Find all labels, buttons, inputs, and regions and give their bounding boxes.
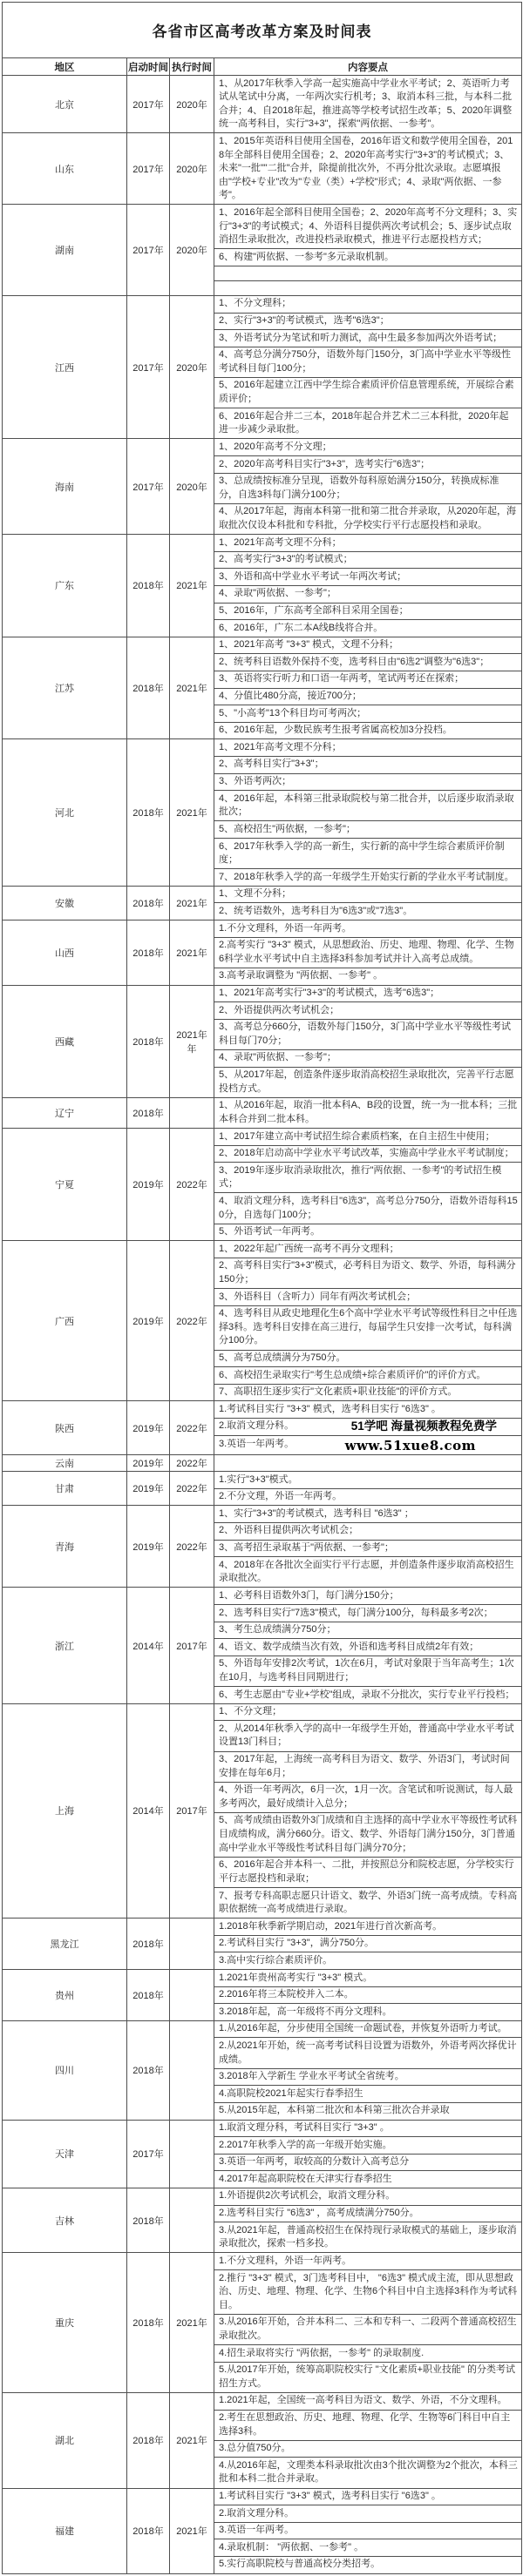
content-point-cell: 1、2022年起广西统一高考不再分文理科； xyxy=(214,1241,522,1258)
start-time-cell: 2018年 xyxy=(127,1970,170,2021)
content-point-cell xyxy=(214,1455,522,1472)
content-point-cell: 5、"小高考"13个科目均可考两次； xyxy=(214,705,522,723)
start-time-cell: 2019年 xyxy=(127,1506,170,1588)
content-point-cell: 1、实行"3+3"的考试模式，选考科目 "6选3" ； xyxy=(214,1506,522,1523)
content-point-cell: 3、外语考两次； xyxy=(214,773,522,791)
content-point-cell: 2.选考科目实行 "6选3" ，高考成绩满分750分。 xyxy=(214,2205,522,2222)
content-point-cell: 5、外语每年安排2次考试，1次在6月，考试对象限于当年高考生；1次在10月，与选考科目同期进行； xyxy=(214,1656,522,1686)
region-cell: 浙江 xyxy=(3,1588,127,1703)
content-point-cell: 2、从2014年秋季入学的高中一年级学生开始，普通高中学业水平考试设置13门科目； xyxy=(214,1721,522,1751)
content-point-cell: 3.英语一年两考。 www.51xue8.com xyxy=(214,1436,522,1455)
region-cell: 西藏 xyxy=(3,985,127,1097)
content-point-cell: 6、2016年起，少数民族考生报考省属高校加3分投档。 xyxy=(214,722,522,739)
content-point-cell: 2.2017年秋季入学的高一年级开始实施。 xyxy=(214,2137,522,2155)
exec-time-cell: 2022年 xyxy=(170,1401,214,1455)
content-point-cell: 4、2018年在各批次全面实行平行志愿，并创造条件逐步取消高校招生录取批次。 xyxy=(214,1557,522,1588)
content-point-cell: 3、英语将实行听力和口语一年两考，笔试两考还在探索； xyxy=(214,671,522,688)
exec-time-cell: 2020年 xyxy=(170,439,214,535)
content-point-cell: 3、2019年逐步取消录取批次，推行"两依据、一参考"的考试招生模式； xyxy=(214,1163,522,1193)
exec-time-cell: 2017年 xyxy=(170,1703,214,1919)
content-point-cell: 6、2016年起合并二三本，2018年起合并艺术二三本科批，2020年起进一步减少录取批。 xyxy=(214,408,522,439)
content-point-cell: 1.2018年秋季新学期启动，2021年进行首次新高考。 xyxy=(214,1919,522,1936)
watermark-line1: 51学吧 海量视频教程免费学 xyxy=(350,1419,497,1433)
content-point-cell: 2.高考实行 "3+3" 模式，从思想政治、历史、地理、物理、化学、生物6科学业水平考试中自主选择3科参加考试并计入高考总成绩。 xyxy=(214,937,522,968)
region-cell: 天津 xyxy=(3,2120,127,2188)
content-point-cell: 1.外语提供2次考试机会，取消文理分科。 xyxy=(214,2188,522,2205)
exec-time-cell: 2022年 xyxy=(170,1241,214,1401)
exec-time-cell: 2020年 xyxy=(170,76,214,133)
exec-time-cell: 2021年 xyxy=(170,2392,214,2488)
region-cell: 湖北 xyxy=(3,2392,127,2488)
content-point-cell: 3、考生总成绩满分750分； xyxy=(214,1622,522,1639)
region-cell: 广东 xyxy=(3,535,127,637)
exec-time-cell: 2021年 xyxy=(170,535,214,637)
start-time-cell: 2019年 xyxy=(127,1129,170,1241)
content-point-cell: 1.考试科目实行 "3+3" 模式，选考科目实行 "6选3" 。 xyxy=(214,2488,522,2505)
exec-time-cell xyxy=(170,2020,214,2120)
table-row xyxy=(3,1472,522,1489)
content-point-cell: 1.不分文理科，外语一年两考。 xyxy=(214,920,522,938)
content-point-cell: 4.招生录取将实行 "两依据，一参考" 的录取制度. xyxy=(214,2345,522,2363)
exec-time-cell: 2021年年 xyxy=(170,985,214,1097)
table-row xyxy=(3,1097,522,1128)
table-row xyxy=(3,985,522,1002)
exec-time-cell: 2020年 xyxy=(170,133,214,205)
content-point-cell: 4、2016年起，本科第三批录取院校与第二批合并，以后逐步取消录取批次； xyxy=(214,791,522,821)
content-point-cell: 1、2017年建立高中考试招生综合素质档案，在自主招生中使用； xyxy=(214,1129,522,1146)
content-point-cell: 3.高考录取调整为 "两依据、一参考" 。 xyxy=(214,968,522,985)
start-time-cell: 2018年 xyxy=(127,1919,170,1970)
exec-time-cell: 2021年 xyxy=(170,739,214,886)
column-header-start-time: 启动时间 xyxy=(127,58,170,76)
region-cell: 安徽 xyxy=(3,886,127,920)
region-cell: 山东 xyxy=(3,133,127,205)
start-time-cell: 2014年 xyxy=(127,1588,170,1703)
start-time-cell: 2018年 xyxy=(127,920,170,985)
table-row xyxy=(3,2488,522,2505)
content-point-cell: 2.取消文理分科。 xyxy=(214,2505,522,2523)
watermark-url: www.51xue8.com xyxy=(344,1437,476,1453)
table-body xyxy=(3,76,522,2574)
start-time-cell: 2017年 xyxy=(127,2120,170,2188)
start-time-cell: 2018年 xyxy=(127,2188,170,2252)
content-point-cell: 1、2016年起全部科目使用全国卷；2、2020年高考不分文理科；3、实行"3+3"的考试模式；4、外语科目提供两次考试机会；5、逐步试点取消招生录取批次，改进投档录取模式，推进平行志愿投档方式； xyxy=(214,205,522,249)
content-point-cell: 2、外语提供两次考试机会； xyxy=(214,1002,522,1020)
content-point-cell: 2、2018年启动高中学业水平考试改革，实施高中学业水平考试制度； xyxy=(214,1145,522,1163)
content-point-cell: 2、高考科目实行"3+3"模式，必考科目为语文、数学、外语，每科满分150分； xyxy=(214,1258,522,1288)
content-point-cell: 1.2021年起，全国统一高考科目为语文、数学、外语，不分文理科。 xyxy=(214,2392,522,2410)
region-cell: 云南 xyxy=(3,1455,127,1472)
table-row xyxy=(3,920,522,938)
region-cell: 北京 xyxy=(3,76,127,133)
table-row xyxy=(3,2188,522,2205)
content-point-cell: 1、2021年高考文理不分科； xyxy=(214,535,522,552)
exec-time-cell xyxy=(170,1970,214,2021)
region-cell: 江苏 xyxy=(3,637,127,739)
exec-time-cell xyxy=(170,1919,214,1970)
start-time-cell: 2018年 xyxy=(127,2488,170,2573)
content-point-cell: 1、不分文理科； xyxy=(214,295,522,313)
content-point-cell: 2.考生在思想政治、历史、地理、物理、化学、生物等6门科目中自主选择3科。 xyxy=(214,2410,522,2440)
content-point-cell: 3.英语一年两考，取较高的分数计入高考总分 xyxy=(214,2154,522,2171)
content-point-cell: 2、统考语数外，选考科目为"6选3"或"7选3"。 xyxy=(214,903,522,920)
content-point-cell: 5、高考成绩由语数外3门成绩和自主选择的高中学业水平等级性考试科目成绩构成，满分660分。语文、数学、外语每门满分150分，3门普通高中学业水平等级性考试科目每门满分70分； xyxy=(214,1812,522,1857)
exec-time-cell: 2021年 xyxy=(170,920,214,985)
content-point-cell: 3、高考招生录取基于"两依据、一参考"； xyxy=(214,1540,522,1557)
start-time-cell: 2018年 xyxy=(127,1097,170,1128)
content-point-cell: 1、必考科目语数外3门，每门满分150分； xyxy=(214,1588,522,1605)
region-cell: 重庆 xyxy=(3,2253,127,2392)
content-point-cell: 5、从2017年起，创造条件逐步取消高校招生录取批次，完善平行志愿投档方式。 xyxy=(214,1067,522,1097)
start-time-cell: 2018年 xyxy=(127,2392,170,2488)
region-cell: 海南 xyxy=(3,439,127,535)
content-point-cell: 1、文理不分科； xyxy=(214,886,522,903)
start-time-cell: 2018年 xyxy=(127,985,170,1097)
exec-time-cell xyxy=(170,2120,214,2188)
table-row xyxy=(3,205,522,249)
content-point-cell: 1.从2016年起，分步使用全国统一命题试卷，并恢复外语听力考试。 xyxy=(214,2020,522,2038)
content-point-cell: 6、2016年起合并本科一、二批，并按照总分和院校志愿，分学校实行平行志愿投档和录取； xyxy=(214,1857,522,1887)
content-point-cell: 3.2018年入学新生 学业水平考试全省统考。 xyxy=(214,2068,522,2086)
content-point-cell: 4、分值比480分高，接近700分； xyxy=(214,688,522,705)
table-row xyxy=(3,1241,522,1258)
content-point-cell: 3、总成绩按标准分呈现，语数外每科原始满分150分，转换成标准分，自选3科每门满分100分； xyxy=(214,473,522,503)
region-cell: 宁夏 xyxy=(3,1129,127,1241)
region-cell: 黑龙江 xyxy=(3,1919,127,1970)
exec-time-cell: 2022年 xyxy=(170,1455,214,1472)
content-point-cell: 6、构建"两依据、一参考"多元录取机制。 xyxy=(214,249,522,266)
exec-time-cell: 2022年 xyxy=(170,1129,214,1241)
start-time-cell: 2018年 xyxy=(127,637,170,739)
content-point-cell: 3、外语考试分为笔试和听力测试，高中生最多参加两次外语考试； xyxy=(214,330,522,347)
start-time-cell: 2019年 xyxy=(127,1241,170,1401)
region-cell: 四川 xyxy=(3,2020,127,2120)
content-point-cell: 5、高考总成绩满分为750分。 xyxy=(214,1350,522,1367)
content-point-cell: 2.取消文理分科。 51学吧 海量视频教程免费学 xyxy=(214,1418,522,1435)
content-point-cell: 3、高考总分660分，语数外每门150分，3门高中学业水平等级性考试科目每门70分； xyxy=(214,1019,522,1049)
start-time-cell: 2019年 xyxy=(127,1455,170,1472)
start-time-cell: 2017年 xyxy=(127,295,170,438)
table-row xyxy=(3,1455,522,1472)
content-point-cell: 1、2021年高考实行"3+3"的考试模式，选考"6选3"； xyxy=(214,985,522,1002)
content-point-cell: 6、2017年秋季入学的高一新生，实行新的高中学生综合素质评价制度； xyxy=(214,839,522,869)
content-point-cell: 2、实行"3+3"的考试模式，选考"6选3"； xyxy=(214,313,522,330)
content-point-cell: 1.不分文理科，外语一年两考。 xyxy=(214,2253,522,2270)
table-row xyxy=(3,535,522,552)
exec-time-cell xyxy=(170,2188,214,2252)
table-row xyxy=(3,1970,522,1987)
content-point-cell: 5、高校招生"两依据，一参考"； xyxy=(214,821,522,839)
table-row xyxy=(3,2120,522,2137)
start-time-cell: 2017年 xyxy=(127,205,170,295)
region-cell: 福建 xyxy=(3,2488,127,2573)
content-point-cell: 5、2016年，广东高考全部科目采用全国卷； xyxy=(214,603,522,620)
content-point-cell: 2、2020年高考科目实行"3+3"，选考实行"6选3"； xyxy=(214,456,522,474)
page-title: 各省市区高考改革方案及时间表 xyxy=(3,3,522,58)
table-row xyxy=(3,1588,522,1605)
region-cell: 湖南 xyxy=(3,205,127,295)
exec-time-cell xyxy=(170,1097,214,1128)
content-point-cell: 4.2017年起高职院校在天津实行春季招生 xyxy=(214,2171,522,2188)
content-point-cell: 7、2018年秋季入学的高一年级学生开始实行新的学业水平考试制度。 xyxy=(214,869,522,887)
region-cell: 辽宁 xyxy=(3,1097,127,1128)
content-point-cell: 2.不分文理，外语一年两考。 xyxy=(214,1488,522,1506)
table-row xyxy=(3,2392,522,2410)
content-point-cell: 2.考试科目实行 "3+3"，满分750分。 xyxy=(214,1935,522,1952)
content-point-cell: 3.总分值750分。 xyxy=(214,2440,522,2458)
exec-time-cell: 2021年 xyxy=(170,886,214,920)
content-point-cell: 3.2018年起，高一年级将不再分文理科。 xyxy=(214,2004,522,2021)
exec-time-cell: 2022年 xyxy=(170,1506,214,1588)
content-point-cell: 6、高校招生录取实行"考生总成绩+综合素质评价"的评价方式。 xyxy=(214,1367,522,1385)
region-cell: 贵州 xyxy=(3,1970,127,2021)
content-point-cell: 4.高职院校2021年起实行春季招生 xyxy=(214,2086,522,2103)
table-row xyxy=(3,1129,522,1146)
content-point-cell: 2.2016年将三本院校并入二本。 xyxy=(214,1986,522,2004)
content-point-cell: 5、2016年起建立江西中学生综合素质评价信息管理系统，开展综合素质评价； xyxy=(214,377,522,408)
content-point-cell: 2、外语科目提供两次考试机会； xyxy=(214,1522,522,1540)
column-header-content: 内容要点 xyxy=(214,58,522,76)
start-time-cell: 2018年 xyxy=(127,886,170,920)
table-row xyxy=(3,637,522,654)
content-point-cell: 1.2021年贵州高考实行 "3+3" 模式。 xyxy=(214,1970,522,1987)
content-point-cell: 1、从2017年秋季入学高一起实施高中学业水平考试；2、英语听力考试从笔试中分离，一年两次实行机考；3、取消本科三批，与本科二批合并；4、自2018年起，推进高等学校考试招生改革；5、2020年调整统一高考科目，实行"3+3"，探索"两依据、一参考"。 xyxy=(214,76,522,133)
content-point-cell xyxy=(214,266,522,280)
content-point-cell: 5.从2015年起，本科第二批次和本科第三批次合并录取 xyxy=(214,2102,522,2120)
exec-time-cell: 2021年 xyxy=(170,637,214,739)
start-time-cell: 2018年 xyxy=(127,535,170,637)
table-row xyxy=(3,1703,522,1721)
exec-time-cell: 2021年 xyxy=(170,2488,214,2573)
content-point-cell: 3.从2021年起，普通高校招生在保持现行录取模式的基础上，逐步取消录取批次，探索一档多投。 xyxy=(214,2222,522,2253)
start-time-cell: 2019年 xyxy=(127,1401,170,1455)
start-time-cell: 2019年 xyxy=(127,1472,170,1506)
table-row xyxy=(3,76,522,133)
content-point-cell: 7、报考专科高职志愿只计语文、数学、外语3门统一高考成绩。专科高职依据统一高考成绩进行录取。 xyxy=(214,1888,522,1919)
table-row xyxy=(3,1401,522,1419)
content-point-cell: 2.从2021年开始，统一高考考试科目设置为语数外，外语考两次择优计成绩。 xyxy=(214,2038,522,2068)
table-row xyxy=(3,2020,522,2038)
content-point-cell: 7、高职招生逐步实行"文化素质+职业技能"的评价方式。 xyxy=(214,1384,522,1401)
content-point-cell: 2、统考科目语数外保持不变，选考科目由"6选2"调整为"6选3"； xyxy=(214,654,522,671)
region-cell: 广西 xyxy=(3,1241,127,1401)
content-point-cell: 5.实行高职院校与普通高校分类招考。 xyxy=(214,2556,522,2573)
content-point-cell: 2、选考科目实行"7选3"模式，每门满分100分，每科最多考2次； xyxy=(214,1605,522,1622)
content-point-cell: 2、高考科目实行"3+3"； xyxy=(214,756,522,773)
content-point-cell: 6、2016年，广东二本A线B线将合并。 xyxy=(214,620,522,637)
content-point-cell: 1.取消文理分科，考试科目实行 "3+3" 。 xyxy=(214,2120,522,2137)
start-time-cell: 2017年 xyxy=(127,439,170,535)
content-point-cell: 1、2021年高考文理不分科； xyxy=(214,739,522,757)
region-cell: 上海 xyxy=(3,1703,127,1919)
content-point-cell: 3、外语科目（含听力）同年有两次考试机会； xyxy=(214,1289,522,1306)
start-time-cell: 2014年 xyxy=(127,1703,170,1919)
content-point-cell: 5、外语考试一年两考。 xyxy=(214,1224,522,1241)
exec-time-cell: 2020年 xyxy=(170,205,214,295)
content-point-cell: 3、2017年起，上海统一高考科目为语文、数学、外语3门，考试时间安排在每年6月； xyxy=(214,1751,522,1782)
content-point-cell: 4、从2017年起，海南本科第一批和第二批合并录取，从2020年起，海取批次仅设本科批和专科批，分学校实行平行志愿投档和录取。 xyxy=(214,503,522,534)
exec-time-cell: 2022年 xyxy=(170,1472,214,1506)
content-point-cell: 1.考试科目实行 "3+3" 模式，选考科目实行 "6选3" 。 xyxy=(214,1401,522,1419)
content-point-cell: 4.从2016年起，文理类本科录取批次由3个批次调整为2个批次，本科三批和本科二批合并录取。 xyxy=(214,2458,522,2488)
start-time-cell: 2018年 xyxy=(127,739,170,886)
table-row xyxy=(3,133,522,205)
content-point-cell: 1、从2016年起，取消一批本科A、B段的设置，统一为一批本科；三批本科合并到二批本科。 xyxy=(214,1097,522,1128)
content-point-cell: 3.从2016年开始，合并本科二、三本和专科一、二段两个普通高校招生录取批次。 xyxy=(214,2314,522,2344)
content-point-cell: 4、录取"两依据、一参考"； xyxy=(214,585,522,603)
start-time-cell: 2018年 xyxy=(127,2020,170,2120)
region-cell: 河北 xyxy=(3,739,127,886)
region-cell: 江西 xyxy=(3,295,127,438)
region-cell: 青海 xyxy=(3,1506,127,1588)
table-row xyxy=(3,886,522,903)
content-point-cell: 1.实行"3+3"模式。 xyxy=(214,1472,522,1489)
content-point-cell: 5.从2017年开始，统筹高职院校实行 "文化素质+职业技能" 的分类考试招生方式。 xyxy=(214,2362,522,2392)
content-point-cell: 4.录取机制： "两依据、一参考" 。 xyxy=(214,2539,522,2557)
content-point-cell: 2、高考实行"3+3"的考试模式； xyxy=(214,551,522,569)
start-time-cell: 2018年 xyxy=(127,2253,170,2392)
content-point-cell: 4、高考总分满分750分，语数外每门150分，3门高中学业水平等级性考试科目每门100分； xyxy=(214,347,522,377)
content-point-cell: 4、外语一年考两次，6月一次，1月一次。含笔试和听说测试，每人最多考两次，最好成绩计入总分； xyxy=(214,1782,522,1812)
content-point-cell: 1、2020年高考不分文理； xyxy=(214,439,522,456)
content-point-cell xyxy=(214,280,522,295)
start-time-cell: 2017年 xyxy=(127,133,170,205)
content-point-cell: 3.高中实行综合素质评价。 xyxy=(214,1952,522,1970)
content-point-cell: 3、外语和高中学业水平考试一年两次考试； xyxy=(214,569,522,586)
table-row xyxy=(3,439,522,456)
table-row xyxy=(3,1506,522,1523)
content-point-cell: 4、取消文理分科，选考科目"6选3"，高考总分750分，语数外语每科150分，自选每门100分； xyxy=(214,1193,522,1224)
title-row xyxy=(3,3,522,58)
content-point-cell: 1、2015年英语科目使用全国卷，2016年语文和数学使用全国卷，2018年全部科目使用全国卷；2、2020年高考实行"3+3"的考试模式；3、未来"一批""二批"合并，除提前批次外，不再分批次录取。志愿填报由"学校+专业"改为"专业（类）+学校"形式；4、录取"两依据、一参考"。 xyxy=(214,133,522,205)
region-cell: 山西 xyxy=(3,920,127,985)
exec-time-cell: 2021年 xyxy=(170,2253,214,2392)
content-point-cell: 4、录取"两依据、一参考"； xyxy=(214,1049,522,1067)
content-point-cell: 2.推行 "3+3" 模式，3门选考科目中， "6选3" 模式成主流，即从思想政治、历史、地理、物理、化学、生物6个科目中自主选择3科作为考试科目。 xyxy=(214,2270,522,2315)
table-row xyxy=(3,1919,522,1936)
table-row xyxy=(3,739,522,757)
content-point-cell: 6、考生志愿由"专业+学校"组成，录取不分批次，实行专业平行投档； xyxy=(214,1687,522,1704)
content-point-cell: 1、不分文理； xyxy=(214,1703,522,1721)
column-header-region: 地区 xyxy=(3,58,127,76)
start-time-cell: 2017年 xyxy=(127,76,170,133)
content-point-cell: 4、选考科目从政史地理化生6个高中学业水平考试等级性科目之中任选择3科。选考科目安排在高三进行，每届学生只安排一次考试，每科满分100分。 xyxy=(214,1305,522,1350)
column-header-exec-time: 执行时间 xyxy=(170,58,214,76)
region-cell: 陕西 xyxy=(3,1401,127,1455)
table-row xyxy=(3,2253,522,2270)
region-cell: 吉林 xyxy=(3,2188,127,2252)
content-point-cell: 1、2021年高考 "3+3" 模式，文理不分科； xyxy=(214,637,522,654)
content-point-cell: 3.英语一年两考。 xyxy=(214,2522,522,2539)
gaokao-reform-table xyxy=(2,2,522,2574)
content-point-cell: 4、语文、数学成绩当次有效，外语和选考科目成绩2年有效； xyxy=(214,1639,522,1656)
exec-time-cell: 2020年 xyxy=(170,295,214,438)
region-cell: 甘肃 xyxy=(3,1472,127,1506)
table-row xyxy=(3,295,522,313)
exec-time-cell: 2017年 xyxy=(170,1588,214,1703)
header-row xyxy=(3,58,522,76)
